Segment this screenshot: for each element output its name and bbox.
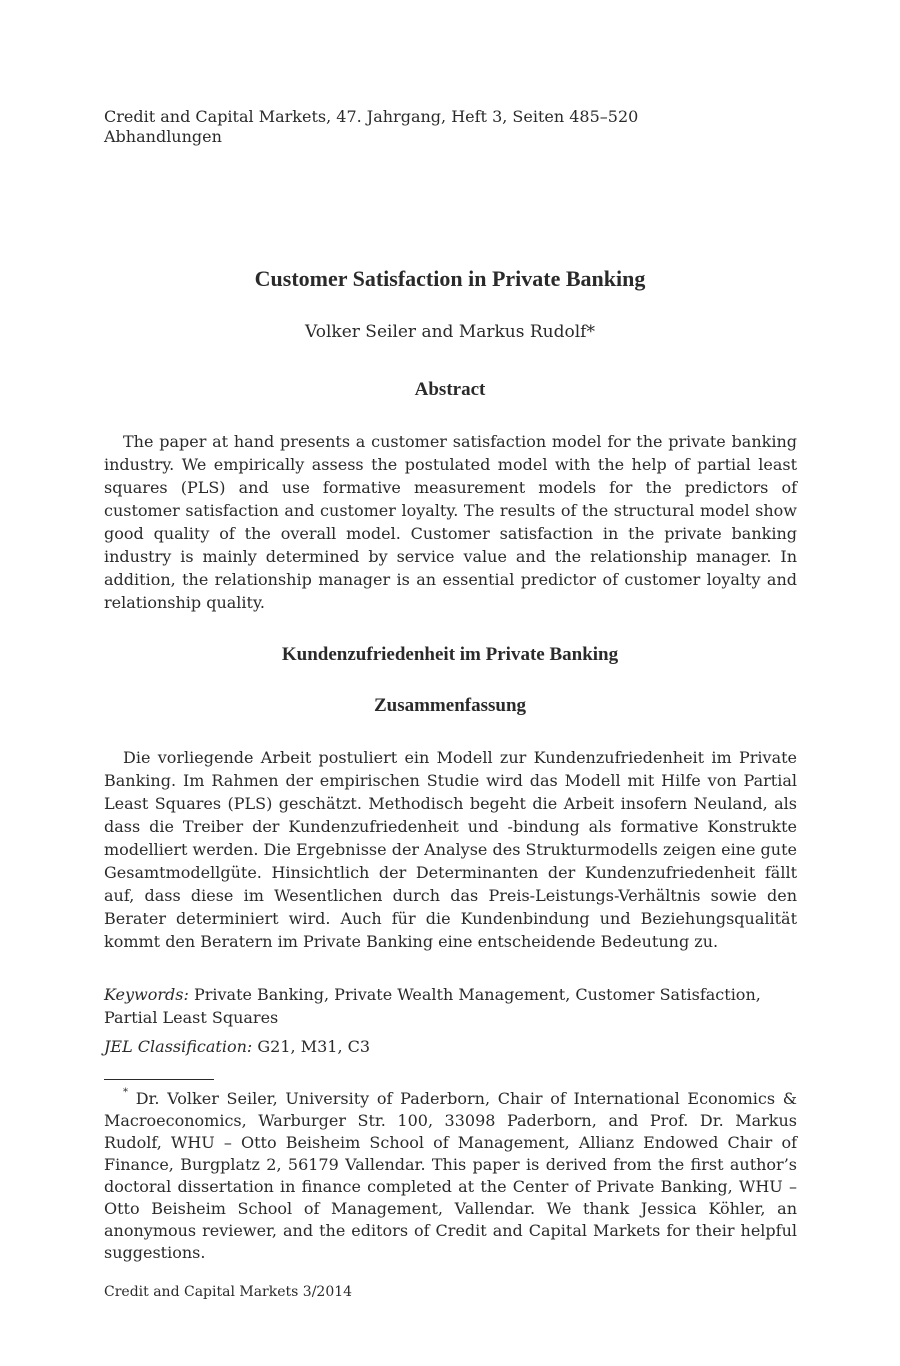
authors: Volker Seiler and Markus Rudolf* [305,322,595,342]
footnote [104,1088,797,1264]
keywords-label: Keywords: [104,985,189,1004]
jel-classification [104,1035,797,1058]
abstract-text: The paper at hand presents a customer satisfaction model for the private banking industry. We empirically assess the postulated model with the help of partial least squares (PLS) and use formative measurement models for the predictors of customer satisfaction and customer loyalty. The results of the structural model show good quality of the overall model. Customer satisfaction in the private banking industry is mainly determined by service value and the relationship manager. In addition, the relationship manager is an essential predictor of customer loyalty and relationship quality. [104,432,797,612]
footnote-text: Dr. Volker Seiler, University of Paderborn, Chair of International Economics & Macroeconomics, Warburger Str. 100, 33098 Paderborn, and Prof. Dr. Markus Rudolf, WHU – Otto Beisheim School of Management, Allianz Endowed Chair of Finance, Burgplatz 2, 56179 Vallendar. This paper is derived from the first author’s doctoral dissertation in finance completed at the Center of Private Banking, WHU – Otto Beisheim School of Management, Vallendar. We thank Jessica Köhler, an anonymous reviewer, and the editors of Credit and Capital Markets for their helpful suggestions. [104,1089,797,1262]
footnote-divider [104,1079,214,1080]
page-footer: Credit and Capital Markets 3/2014 [104,1284,353,1300]
keywords [104,983,797,1029]
journal-citation: Credit and Capital Markets, 47. Jahrgang, Heft 3, Seiten 485–520 [104,107,639,126]
zusammenfassung-heading: Zusammenfassung [373,695,527,716]
zusammenfassung-text: Die vorliegende Arbeit postuliert ein Modell zur Kundenzufriedenheit im Private Banking. Im Rahmen der empirischen Studie wird das Modell mit Hilfe von Partial Least Squares (PLS) geschätzt. Methodisch begeht die Arbeit insofern Neuland, als dass die Treiber der Kundenzufriedenheit und -bindung als formative Konstrukte modelliert werden. Die Ergebnisse der Analyse des Strukturmodells zeigen eine gute Gesamtmodellgüte. Hinsichtlich der Determinanten der Kundenzufriedenheit fällt auf, dass diese im Wesentlichen durch das Preis-Leistungs-Verhältnis sowie den Berater determiniert wird. Auch für die Kundenbindung und Beziehungsqualität kommt den Beratern im Private Banking eine entscheidende Bedeutung zu. [104,748,797,951]
jel-label: JEL Classification: [104,1037,253,1056]
german-title: Kundenzufriedenheit im Private Banking [281,644,619,665]
abstract-heading: Abstract [414,379,486,400]
footnote-mark: * [123,1087,128,1098]
journal-header [104,107,638,147]
keywords-value: Private Banking, Private Wealth Management, Customer Satisfaction, Partial Least Squares [104,985,761,1027]
jel-value: G21, M31, C3 [257,1037,371,1056]
section-label: Abhandlungen [104,127,222,146]
paper-title: Customer Satisfaction in Private Banking [254,266,646,291]
